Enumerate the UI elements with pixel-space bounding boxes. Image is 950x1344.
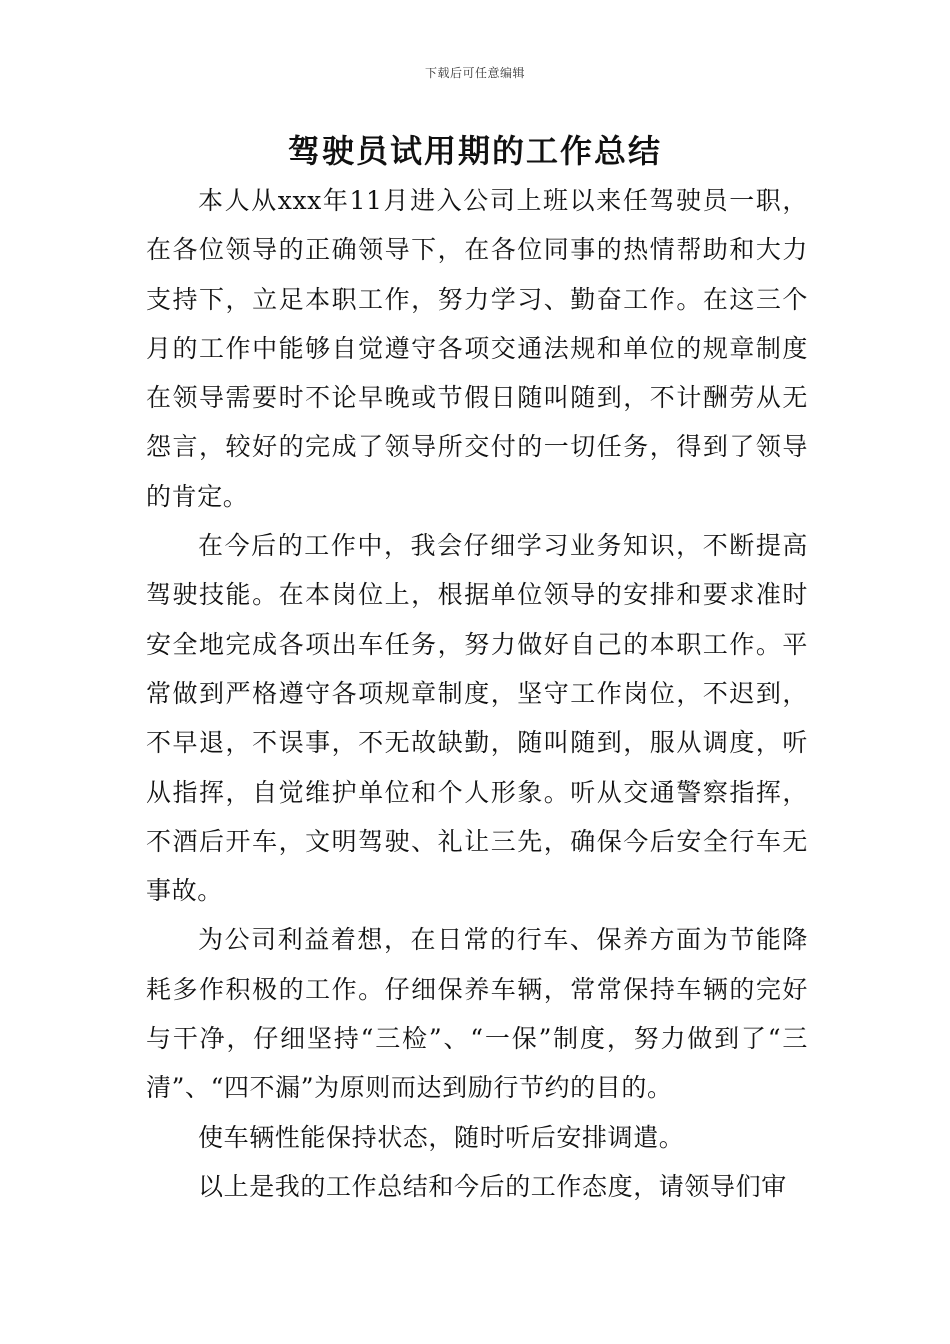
paragraph-3: 为公司利益着想，在日常的行车、保养方面为节能降耗多作积极的工作。仔细保养车辆，常常保持车辆的完好与干净，仔细坚持“三检”、“一保”制度，努力做到了“三清”、“四不漏”为原则而达到励行节约的目的。 [146, 925, 808, 1103]
paragraph-5: 以上是我的工作总结和今后的工作态度，请领导们审 [198, 1171, 787, 1201]
paragraph-1: 本人从xxx年11月进入公司上班以来任驾驶员一职，在各位领导的正确领导下，在各位同事的热情帮助和大力支持下，立足本职工作，努力学习、勤奋工作。在这三个月的工作中能够自觉遵守各项交通法规和单位的规章制度在领导需要时不论早晚或节假日随叫随到，不计酬劳从无怨言，较好的完成了领导所交付的一切任务，得到了领导的肯定。 [146, 186, 808, 511]
paragraph-4: 使车辆性能保持状态，随时听后安排调遣。 [198, 1122, 685, 1152]
paragraph-2: 在今后的工作中，我会仔细学习业务知识，不断提高驾驶技能。在本岗位上，根据单位领导的安排和要求准时安全地完成各项出车任务，努力做好自己的本职工作。平常做到严格遵守各项规章制度，坚守工作岗位，不迟到，不早退，不误事，不无故缺勤，随叫随到，服从调度，听从指挥，自觉维护单位和个人形象。听从交通警察指挥，不酒后开车，文明驾驶、礼让三先，确保今后安全行车无事故。 [146, 531, 808, 906]
header-note: 下载后可任意编辑 [424, 66, 525, 80]
document-body [146, 176, 808, 1211]
document-title: 驾驶员试用期的工作总结 [287, 132, 662, 170]
